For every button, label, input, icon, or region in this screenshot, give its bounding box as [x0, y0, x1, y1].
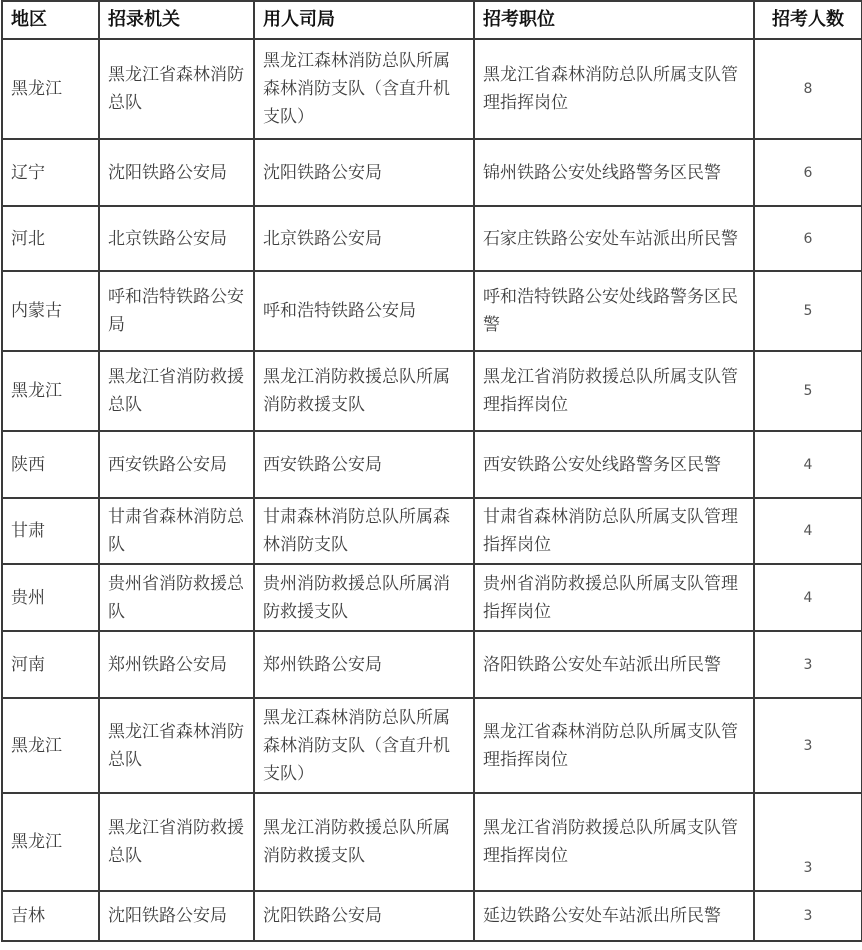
cell-recruiting-agency: 沈阳铁路公安局 [99, 139, 254, 206]
cell-employing-bureau: 郑州铁路公安局 [254, 631, 474, 698]
header-row [2, 1, 862, 39]
cell-employing-bureau: 黑龙江消防救援总队所属消防救援支队 [254, 351, 474, 431]
cell-employing-bureau: 黑龙江森林消防总队所属森林消防支队（含直升机支队） [254, 39, 474, 139]
cell-recruiting-agency: 黑龙江省消防救援总队 [99, 351, 254, 431]
cell-employing-bureau: 黑龙江消防救援总队所属消防救援支队 [254, 793, 474, 891]
cell-recruiting-agency: 西安铁路公安局 [99, 431, 254, 498]
cell-region: 黑龙江 [2, 39, 99, 139]
cell-count: 8 [754, 39, 862, 139]
table-row [2, 698, 862, 793]
table-row [2, 431, 862, 498]
cell-region: 河北 [2, 206, 99, 271]
cell-count: 5 [754, 351, 862, 431]
cell-count: 4 [754, 564, 862, 631]
cell-position: 黑龙江省森林消防总队所属支队管理指挥岗位 [474, 698, 754, 793]
cell-count: 4 [754, 498, 862, 564]
recruitment-table [1, 0, 862, 942]
cell-recruiting-agency: 黑龙江省森林消防总队 [99, 39, 254, 139]
cell-count: 3 [754, 793, 862, 891]
header-employing-bureau: 用人司局 [254, 1, 474, 39]
cell-region: 贵州 [2, 564, 99, 631]
cell-region: 黑龙江 [2, 698, 99, 793]
cell-recruiting-agency: 黑龙江省消防救援总队 [99, 793, 254, 891]
cell-employing-bureau: 西安铁路公安局 [254, 431, 474, 498]
cell-count: 3 [754, 631, 862, 698]
cell-count: 5 [754, 271, 862, 351]
cell-region: 黑龙江 [2, 351, 99, 431]
cell-recruiting-agency: 呼和浩特铁路公安局 [99, 271, 254, 351]
cell-position: 呼和浩特铁路公安处线路警务区民警 [474, 271, 754, 351]
table-row [2, 351, 862, 431]
cell-region: 吉林 [2, 891, 99, 941]
cell-position: 洛阳铁路公安处车站派出所民警 [474, 631, 754, 698]
table-row [2, 498, 862, 564]
table-row [2, 39, 862, 139]
cell-recruiting-agency: 贵州省消防救援总队 [99, 564, 254, 631]
header-recruiting-agency: 招录机关 [99, 1, 254, 39]
cell-position: 黑龙江省消防救援总队所属支队管理指挥岗位 [474, 793, 754, 891]
cell-region: 甘肃 [2, 498, 99, 564]
cell-region: 内蒙古 [2, 271, 99, 351]
cell-position: 延边铁路公安处车站派出所民警 [474, 891, 754, 941]
cell-count: 3 [754, 891, 862, 941]
cell-region: 黑龙江 [2, 793, 99, 891]
cell-position: 贵州省消防救援总队所属支队管理指挥岗位 [474, 564, 754, 631]
table-row [2, 564, 862, 631]
cell-position: 黑龙江省森林消防总队所属支队管理指挥岗位 [474, 39, 754, 139]
cell-employing-bureau: 贵州消防救援总队所属消防救援支队 [254, 564, 474, 631]
header-position: 招考职位 [474, 1, 754, 39]
cell-count: 6 [754, 206, 862, 271]
cell-employing-bureau: 北京铁路公安局 [254, 206, 474, 271]
cell-position: 黑龙江省消防救援总队所属支队管理指挥岗位 [474, 351, 754, 431]
cell-recruiting-agency: 沈阳铁路公安局 [99, 891, 254, 941]
cell-recruiting-agency: 北京铁路公安局 [99, 206, 254, 271]
cell-employing-bureau: 甘肃森林消防总队所属森林消防支队 [254, 498, 474, 564]
cell-employing-bureau: 沈阳铁路公安局 [254, 891, 474, 941]
table-row [2, 891, 862, 941]
cell-position: 石家庄铁路公安处车站派出所民警 [474, 206, 754, 271]
cell-position: 锦州铁路公安处线路警务区民警 [474, 139, 754, 206]
cell-count: 6 [754, 139, 862, 206]
table-row [2, 271, 862, 351]
cell-recruiting-agency: 郑州铁路公安局 [99, 631, 254, 698]
cell-region: 河南 [2, 631, 99, 698]
cell-employing-bureau: 沈阳铁路公安局 [254, 139, 474, 206]
header-count: 招考人数 [754, 1, 862, 39]
header-region: 地区 [2, 1, 99, 39]
table-row [2, 206, 862, 271]
cell-position: 甘肃省森林消防总队所属支队管理指挥岗位 [474, 498, 754, 564]
cell-employing-bureau: 呼和浩特铁路公安局 [254, 271, 474, 351]
cell-employing-bureau: 黑龙江森林消防总队所属森林消防支队（含直升机支队） [254, 698, 474, 793]
cell-count: 3 [754, 698, 862, 793]
table-row [2, 139, 862, 206]
cell-recruiting-agency: 黑龙江省森林消防总队 [99, 698, 254, 793]
cell-recruiting-agency: 甘肃省森林消防总队 [99, 498, 254, 564]
cell-region: 辽宁 [2, 139, 99, 206]
cell-count: 4 [754, 431, 862, 498]
table-row [2, 631, 862, 698]
table-row [2, 793, 862, 891]
cell-region: 陕西 [2, 431, 99, 498]
cell-position: 西安铁路公安处线路警务区民警 [474, 431, 754, 498]
